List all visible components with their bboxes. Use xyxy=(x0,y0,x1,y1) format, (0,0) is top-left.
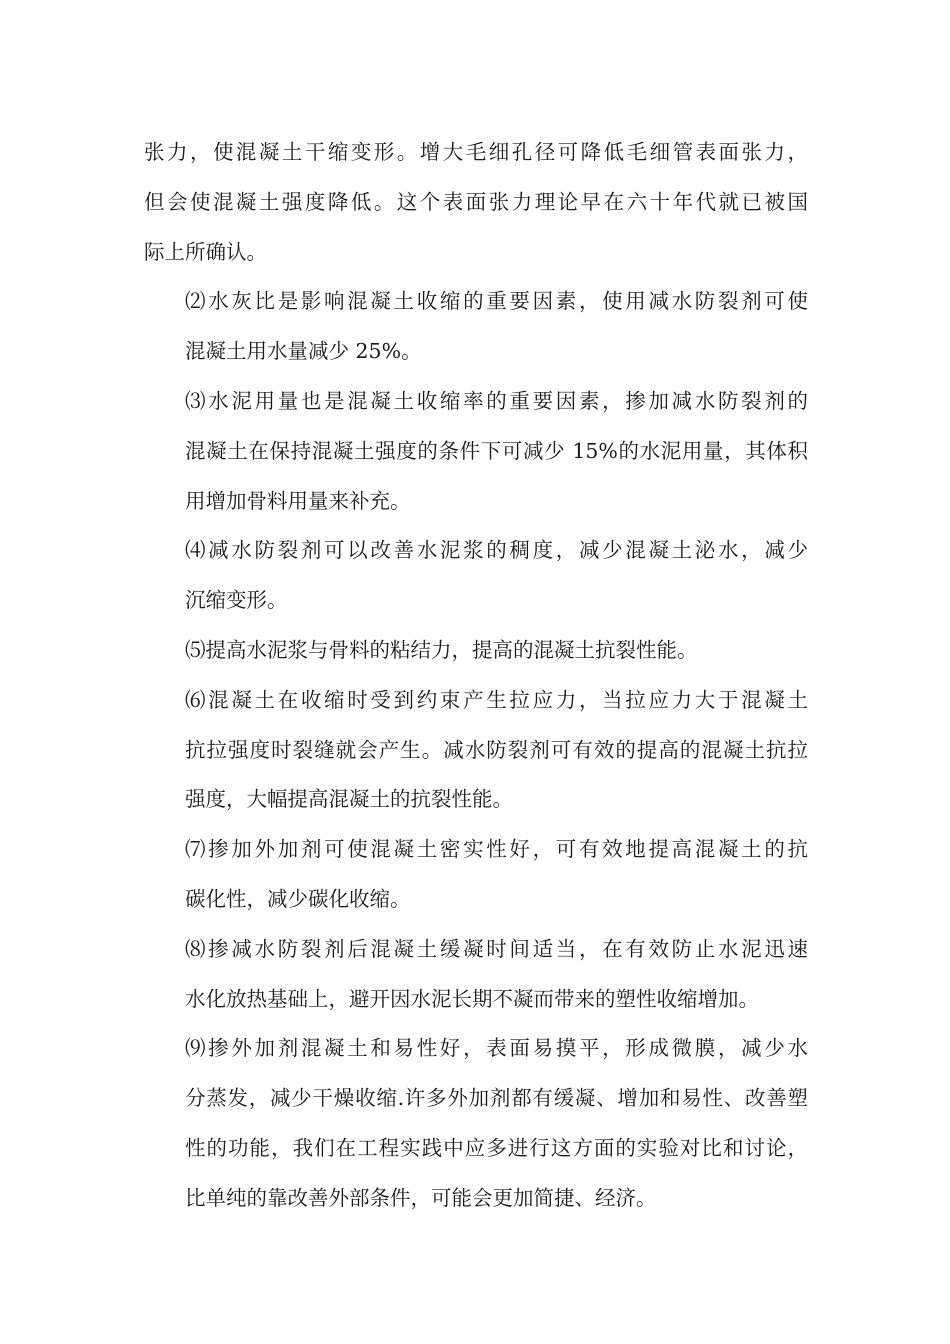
paragraph-item-4 xyxy=(144,526,808,626)
text-line: ⑸提高水泥浆与骨料的粘结力，提高的混凝土抗裂性能。 xyxy=(185,637,698,662)
text-line: 比单纯的靠改善外部条件，可能会更加简捷、经济。 xyxy=(185,1185,657,1210)
text-line: 强度，大幅提高混凝土的抗裂性能。 xyxy=(185,787,513,812)
text-line: 混凝土在保持混凝土强度的条件下可减少 15%的水泥用量，其体积 xyxy=(185,438,808,463)
text-line: 际上所确认。 xyxy=(144,239,267,264)
text-line: 但会使混凝土强度降低。这个表面张力理论早在六十年代就已被国 xyxy=(144,189,808,214)
document-body xyxy=(144,128,808,1224)
text-line: 混凝土用水量减少 25%。 xyxy=(185,339,422,364)
text-line: ⑵水灰比是影响混凝土收缩的重要因素，使用减水防裂剂可使 xyxy=(185,289,808,314)
text-line: 张力，使混凝土干缩变形。增大毛细孔径可降低毛细管表面张力， xyxy=(144,140,808,164)
text-line: 抗拉强度时裂缝就会产生。减水防裂剂可有效的提高的混凝土抗拉 xyxy=(185,737,808,762)
text-line: ⑻掺减水防裂剂后混凝土缓凝时间适当，在有效防止水泥迅速 xyxy=(185,936,808,961)
text-line: ⑷减水防裂剂可以改善水泥浆的稠度，减少混凝土泌水，减少 xyxy=(185,538,808,563)
paragraph-item-8 xyxy=(144,925,808,1025)
text-line: 碳化性，减少碳化收缩。 xyxy=(185,886,411,911)
text-line: ⑼掺外加剂混凝土和易性好，表面易摸平，形成微膜，减少水 xyxy=(185,1036,808,1061)
paragraph-item-5 xyxy=(144,626,808,676)
text-line: ⑹混凝土在收缩时受到约束产生拉应力，当拉应力大于混凝土 xyxy=(185,687,808,712)
paragraph-intro-continuation xyxy=(144,128,808,277)
paragraph-item-9 xyxy=(144,1024,808,1223)
paragraph-item-2 xyxy=(144,277,808,377)
paragraph-item-6 xyxy=(144,676,808,825)
paragraph-item-7 xyxy=(144,825,808,925)
text-line: 性的功能，我们在工程实践中应多进行这方面的实验对比和讨论， xyxy=(185,1135,808,1160)
text-line: 分蒸发，减少干燥收缩.许多外加剂都有缓凝、增加和易性、改善塑 xyxy=(185,1086,808,1111)
text-line: ⑶水泥用量也是混凝土收缩率的重要因素，掺加减水防裂剂的 xyxy=(185,388,808,413)
text-line: 用增加骨料用量来补充。 xyxy=(185,488,411,513)
text-line: 沉缩变形。 xyxy=(185,588,288,613)
text-line: 水化放热基础上，避开因水泥长期不凝而带来的塑性收缩增加。 xyxy=(185,986,759,1011)
text-line: ⑺掺加外加剂可使混凝土密实性好，可有效地提高混凝土的抗 xyxy=(185,837,808,862)
paragraph-item-3 xyxy=(144,377,808,526)
